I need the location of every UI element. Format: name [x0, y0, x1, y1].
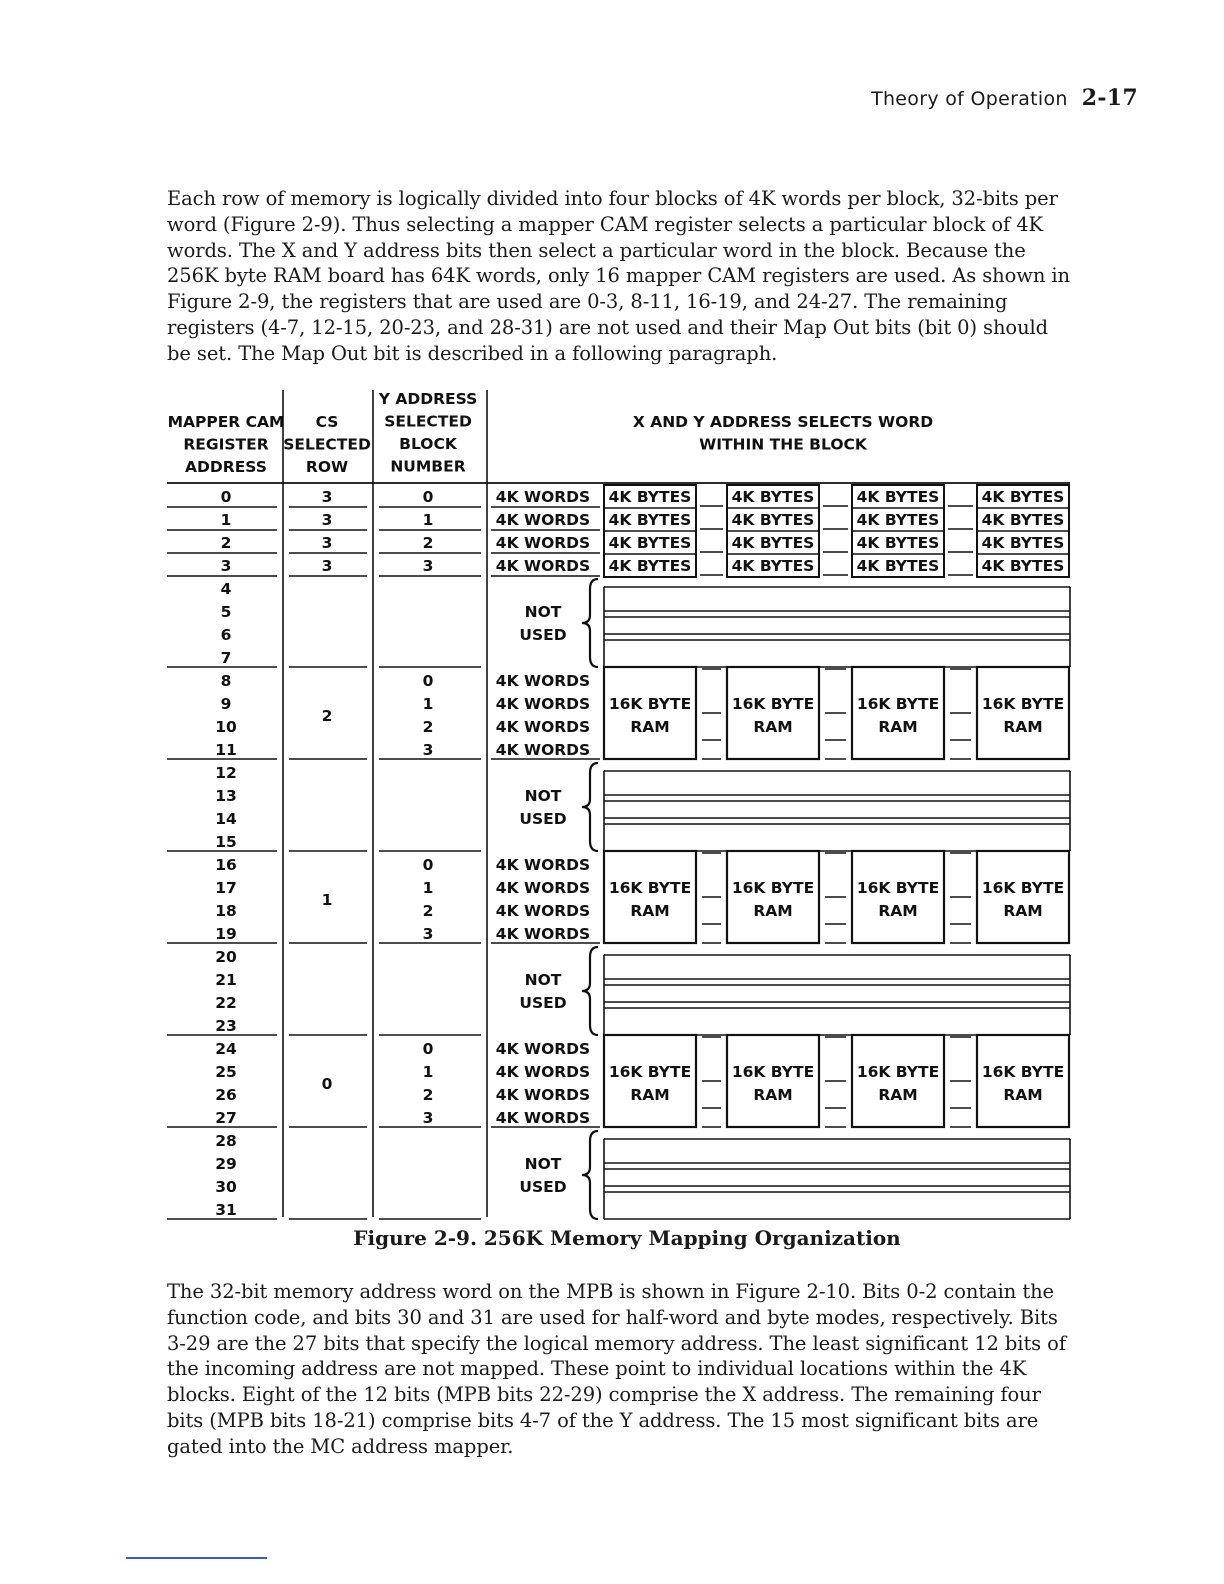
register-address: 14	[215, 810, 237, 828]
cs-row-value: 2	[321, 707, 333, 725]
ram-label: 16K BYTE	[731, 1063, 815, 1081]
register-address: 5	[220, 603, 232, 621]
block-number: 3	[422, 925, 434, 943]
register-address: 9	[220, 695, 232, 713]
words-label: 4K WORDS	[495, 1063, 591, 1081]
bytes-label: 4K BYTES	[981, 511, 1065, 529]
ram-chip-box	[852, 1035, 944, 1127]
register-address: 13	[215, 787, 237, 805]
words-label: 4K WORDS	[495, 925, 591, 943]
not-used-label: NOT	[524, 971, 562, 989]
ram-chip-box	[727, 1035, 819, 1127]
register-address: 21	[215, 971, 237, 989]
words-label: 4K WORDS	[495, 695, 591, 713]
bytes-label: 4K BYTES	[608, 534, 692, 552]
header-cs-selected: ROW	[305, 458, 349, 476]
block-number: 3	[422, 557, 434, 575]
section-title: Theory of Operation	[871, 88, 1068, 110]
intro-paragraph: Each row of memory is logically divided into four blocks of 4K words per block, 32-bits per word (Figure 2-9). Thus selecting a mapper CAM register selects a particular block of 4K words. The X and Y address bits then select a particular word in the block. Because the 256K byte RAM board has 64K words, only 16 mapper CAM registers are used. As shown in Figure 2-9, the registers that are used are 0-3, 8-11, 16-19, and 24-27. The remaining registers (4-7, 12-15, 20-23, and 28-31) are not used and their Map Out bits (bit 0) should be set. The Map Out bit is described in a following paragraph.	[167, 187, 1071, 365]
header-y-address: BLOCK	[399, 435, 457, 453]
register-address: 19	[215, 925, 237, 943]
ram-label: RAM	[1003, 718, 1043, 736]
address-word-paragraph: The 32-bit memory address word on the MPB is shown in Figure 2-10. Bits 0-2 contain the function code, and bits 30 and 31 are used for half-word and byte modes, respectively. Bits 3-29 are the 27 bits that specify the logical memory address. The least significant 12 bits of the incoming address are not mapped. These point to individual locations within the 4K blocks. Eight of the 12 bits (MPB bits 22-29) comprise the X address. The remaining four bits (MPB bits 18-21) comprise bits 4-7 of the Y address. The 15 most significant bits are gated into the MC address mapper.	[167, 1280, 1066, 1458]
header-cs-selected: CS	[315, 413, 339, 431]
ram-label: RAM	[630, 902, 670, 920]
cs-row-value: 3	[321, 511, 333, 529]
register-address: 2	[220, 534, 232, 552]
words-label: 4K WORDS	[495, 856, 591, 874]
ram-chip-box	[604, 667, 696, 759]
not-used-label: USED	[519, 626, 567, 644]
bytes-label: 4K BYTES	[731, 534, 815, 552]
ram-chip-box	[852, 667, 944, 759]
header-xy-address: WITHIN THE BLOCK	[699, 435, 867, 454]
words-label: 4K WORDS	[495, 557, 591, 575]
register-address: 16	[215, 856, 237, 874]
register-address: 10	[215, 718, 237, 736]
ram-label: 16K BYTE	[608, 1063, 692, 1081]
not-used-label: USED	[519, 810, 567, 828]
register-address: 12	[215, 764, 237, 782]
block-number: 2	[422, 534, 434, 552]
bytes-label: 4K BYTES	[856, 511, 940, 529]
ram-label: 16K BYTE	[731, 879, 815, 897]
not-used-label: NOT	[524, 603, 562, 621]
ram-label: 16K BYTE	[608, 695, 692, 713]
register-address: 20	[215, 948, 237, 966]
header-xy-address: X AND Y ADDRESS SELECTS WORD	[632, 413, 934, 431]
ram-label: RAM	[878, 902, 918, 920]
not-used-label: USED	[519, 994, 567, 1012]
block-number: 2	[422, 1086, 434, 1104]
not-used-label: NOT	[524, 787, 562, 805]
not-used-brace	[582, 579, 598, 667]
bytes-label: 4K BYTES	[981, 534, 1065, 552]
block-number: 0	[422, 856, 434, 874]
bytes-label: 4K BYTES	[608, 557, 692, 575]
register-address: 8	[220, 672, 232, 690]
register-address: 27	[215, 1109, 237, 1127]
block-number: 2	[422, 902, 434, 920]
register-address: 6	[220, 626, 232, 644]
block-number: 3	[422, 1109, 434, 1127]
register-address: 7	[220, 649, 232, 667]
ram-label: RAM	[753, 1086, 793, 1104]
header-mapper-cam: ADDRESS	[185, 458, 267, 476]
register-address: 11	[215, 741, 237, 759]
block-number: 0	[422, 672, 434, 690]
header-mapper-cam: MAPPER CAM	[167, 413, 285, 431]
register-address: 18	[215, 902, 237, 920]
cs-row-value: 3	[321, 488, 333, 506]
bytes-label: 4K BYTES	[731, 511, 815, 529]
not-used-label: NOT	[524, 1155, 562, 1173]
words-label: 4K WORDS	[495, 1086, 591, 1104]
ram-label: 16K BYTE	[608, 879, 692, 897]
register-address: 24	[215, 1040, 237, 1058]
figure-caption: Figure 2-9. 256K Memory Mapping Organization	[353, 1226, 901, 1250]
register-address: 4	[220, 580, 232, 598]
footer-rule	[126, 1557, 267, 1559]
not-used-brace	[582, 947, 598, 1035]
ram-label: 16K BYTE	[856, 695, 940, 713]
register-address: 1	[220, 511, 232, 529]
not-used-label: USED	[519, 1178, 567, 1196]
ram-label: RAM	[1003, 1086, 1043, 1104]
words-label: 4K WORDS	[495, 902, 591, 920]
block-number: 0	[422, 1040, 434, 1058]
ram-label: 16K BYTE	[856, 879, 940, 897]
register-address: 17	[215, 879, 237, 897]
words-label: 4K WORDS	[495, 511, 591, 529]
not-used-brace	[582, 1131, 598, 1219]
block-number: 1	[422, 511, 434, 529]
ram-label: RAM	[630, 718, 670, 736]
words-label: 4K WORDS	[495, 488, 591, 506]
words-label: 4K WORDS	[495, 741, 591, 759]
register-address: 26	[215, 1086, 237, 1104]
ram-label: RAM	[630, 1086, 670, 1104]
register-address: 3	[220, 557, 232, 575]
ram-label: 16K BYTE	[731, 695, 815, 713]
ram-label: RAM	[753, 718, 793, 736]
cs-row-value: 1	[321, 891, 333, 909]
bytes-label: 4K BYTES	[981, 557, 1065, 575]
header-y-address: NUMBER	[390, 457, 466, 476]
bytes-label: 4K BYTES	[856, 534, 940, 552]
ram-label: 16K BYTE	[856, 1063, 940, 1081]
header-mapper-cam: REGISTER	[183, 435, 269, 454]
words-label: 4K WORDS	[495, 718, 591, 736]
cs-row-value: 0	[321, 1075, 333, 1093]
cs-row-value: 3	[321, 534, 333, 552]
words-label: 4K WORDS	[495, 672, 591, 690]
register-address: 30	[215, 1178, 237, 1196]
register-address: 22	[215, 994, 237, 1012]
ram-label: RAM	[878, 718, 918, 736]
ram-chip-box	[727, 667, 819, 759]
block-number: 0	[422, 488, 434, 506]
header-y-address: SELECTED	[384, 412, 472, 431]
words-label: 4K WORDS	[495, 534, 591, 552]
ram-label: RAM	[878, 1086, 918, 1104]
ram-label: 16K BYTE	[981, 695, 1065, 713]
ram-label: 16K BYTE	[981, 879, 1065, 897]
cs-row-value: 3	[321, 557, 333, 575]
bytes-label: 4K BYTES	[731, 488, 815, 506]
register-address: 0	[220, 488, 232, 506]
ram-label: RAM	[753, 902, 793, 920]
ram-label: 16K BYTE	[981, 1063, 1065, 1081]
register-address: 31	[215, 1201, 237, 1219]
block-number: 1	[422, 1063, 434, 1081]
page-number: 2-17	[1081, 85, 1138, 111]
bytes-label: 4K BYTES	[856, 488, 940, 506]
block-number: 1	[422, 879, 434, 897]
register-address: 15	[215, 833, 237, 851]
ram-chip-box	[727, 851, 819, 943]
ram-chip-box	[604, 851, 696, 943]
bytes-label: 4K BYTES	[731, 557, 815, 575]
ram-chip-box	[977, 667, 1069, 759]
block-number: 1	[422, 695, 434, 713]
words-label: 4K WORDS	[495, 1109, 591, 1127]
register-address: 29	[215, 1155, 237, 1173]
register-address: 28	[215, 1132, 237, 1150]
words-label: 4K WORDS	[495, 1040, 591, 1058]
header-y-address: Y ADDRESS	[378, 390, 478, 408]
ram-label: RAM	[1003, 902, 1043, 920]
not-used-brace	[582, 763, 598, 851]
ram-chip-box	[977, 1035, 1069, 1127]
bytes-label: 4K BYTES	[608, 511, 692, 529]
ram-chip-box	[604, 1035, 696, 1127]
register-address: 23	[215, 1017, 237, 1035]
ram-chip-box	[977, 851, 1069, 943]
block-number: 2	[422, 718, 434, 736]
bytes-label: 4K BYTES	[608, 488, 692, 506]
block-number: 3	[422, 741, 434, 759]
bytes-label: 4K BYTES	[981, 488, 1065, 506]
register-address: 25	[215, 1063, 237, 1081]
bytes-label: 4K BYTES	[856, 557, 940, 575]
words-label: 4K WORDS	[495, 879, 591, 897]
header-cs-selected: SELECTED	[283, 435, 371, 454]
ram-chip-box	[852, 851, 944, 943]
